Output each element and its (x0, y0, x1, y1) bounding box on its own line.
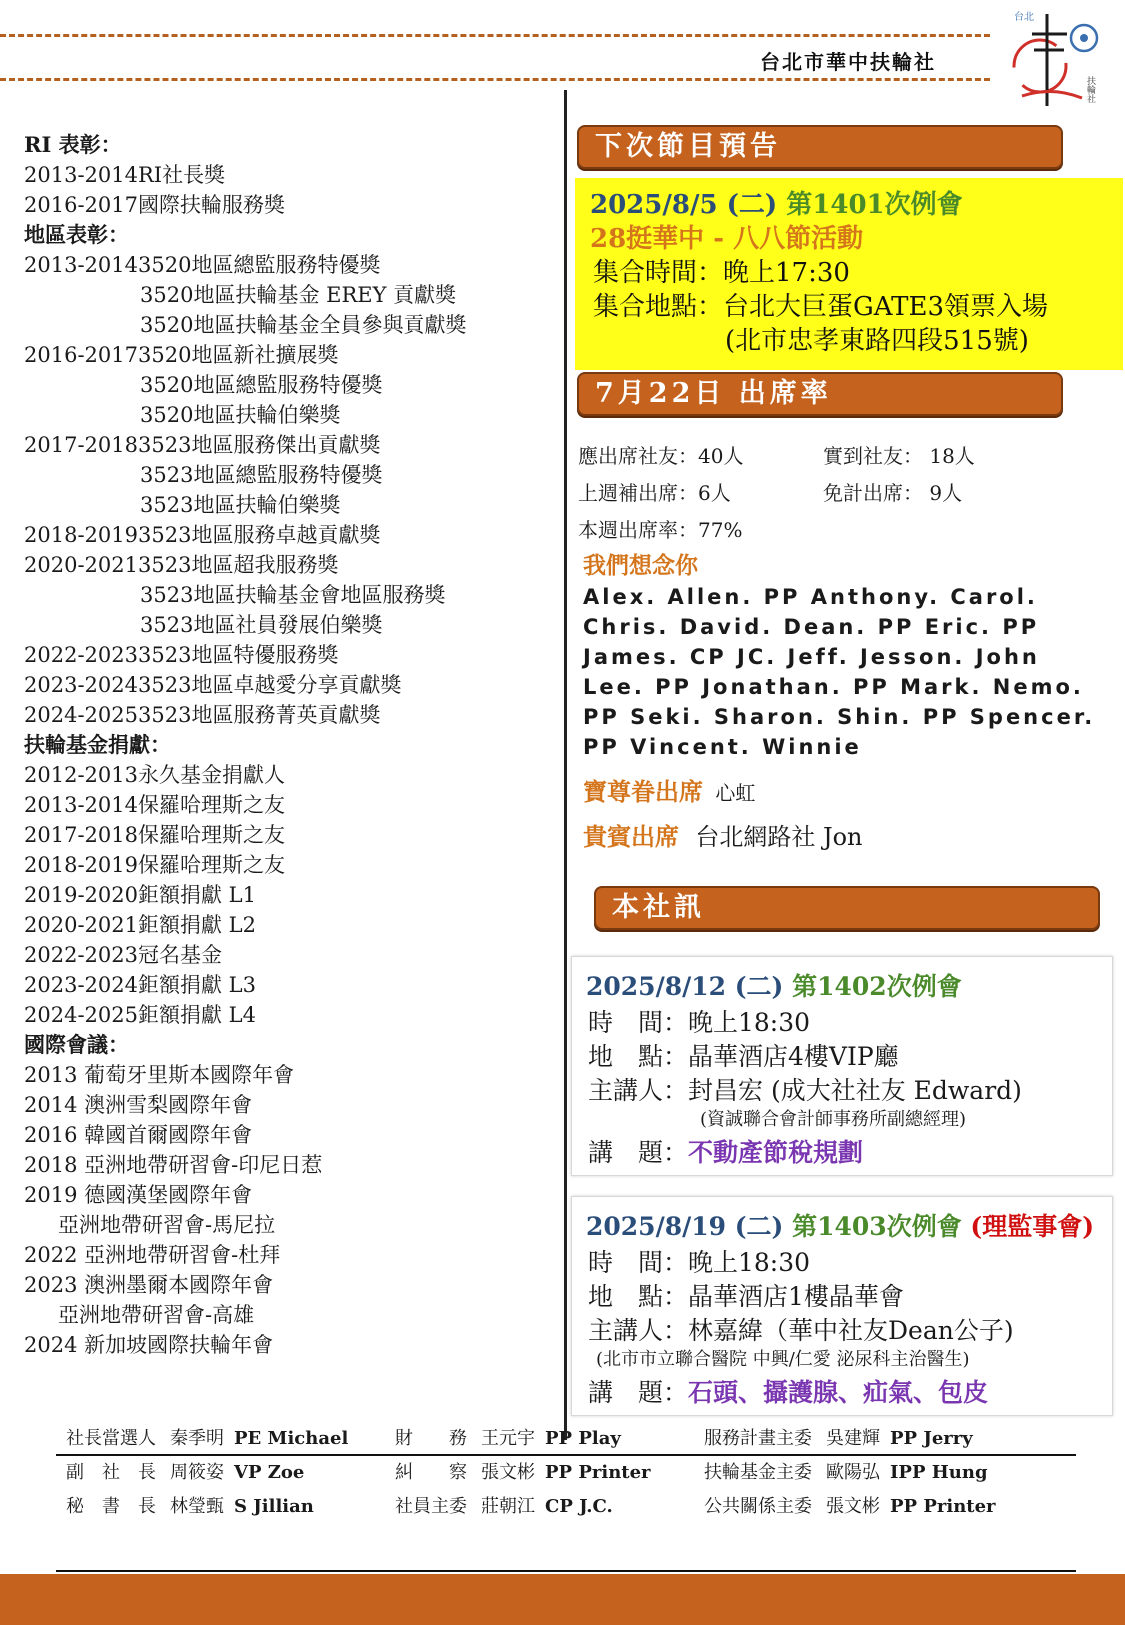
officer-english-name: PP Printer (545, 1462, 651, 1483)
officer-role: 社員主委 (395, 1496, 467, 1517)
officer-name: 周筱姿 (170, 1462, 224, 1483)
award-item (24, 790, 554, 820)
guest-value: 台北網路社 Jon (695, 823, 863, 851)
award-text: 3523地區卓越愛分享貢獻獎 (138, 673, 402, 697)
award-item: 2014 澳洲雪梨國際年會 (24, 1093, 253, 1117)
guest-label: 貴賓出席 (583, 822, 679, 851)
award-item: 2013 葡萄牙里斯本國際年會 (24, 1063, 295, 1087)
award-text: 3520地區總監服務特優獎 (138, 253, 381, 277)
officer-name: 王元宇 (481, 1428, 535, 1449)
officer-role: 公共關係主委 (704, 1496, 812, 1517)
award-year: 2017-2018 (24, 433, 138, 457)
award-text: 保羅哈理斯之友 (138, 823, 285, 847)
meeting-1403-title: 第1403次例會 (792, 1212, 962, 1241)
award-item (24, 670, 554, 700)
award-year: 2020-2021 (24, 553, 138, 577)
officer-role: 副 社 長 (66, 1462, 156, 1483)
award-item: 3523地區社員發展伯樂獎 (140, 613, 383, 637)
meeting-1402-speaker-note: (資誠聯合會計師事務所副總經理) (700, 1109, 967, 1130)
officer-english-name: PE Michael (234, 1428, 349, 1449)
award-section-heading: RI 表彰： (24, 132, 122, 157)
award-item: 亞洲地帶研習會-高雄 (58, 1303, 255, 1327)
award-text: 3523地區特優服務獎 (138, 643, 339, 667)
award-year: 2016-2017 (24, 193, 138, 217)
exempt-attend: 免計出席： 9人 (823, 481, 963, 505)
award-text: 保羅哈理斯之友 (138, 853, 285, 877)
award-section-heading: 扶輪基金捐獻： (24, 732, 171, 757)
award-text: 保羅哈理斯之友 (138, 793, 285, 817)
meeting-1403-speaker: 主講人：林嘉緯（華中社友Dean公子) (588, 1316, 1014, 1345)
award-text: 鉅額捐獻 L2 (138, 913, 256, 937)
award-item (24, 550, 554, 580)
officer-english-name: IPP Hung (890, 1462, 988, 1483)
club-news-banner (594, 886, 1100, 930)
miss-you-names: Alex. Allen. PP Anthony. Carol. Chris. David. Dean. PP Eric. PP James. CP JC. Jeff. Jesson. John Lee. PP Jonathan. PP Mark. Nemo. PP Seki. Sharon. Shin. PP Spencer. PP Vincent. Winnie (583, 585, 1096, 759)
officer-role: 秘 書 長 (66, 1496, 156, 1517)
award-item: 3523地區扶輪基金會地區服務獎 (140, 583, 446, 607)
meeting-1402-card (571, 956, 1113, 1176)
meeting-1403-topic: 石頭、攝護腺、疝氣、包皮 (688, 1378, 989, 1407)
award-item: 3520地區扶輪伯樂獎 (140, 403, 341, 427)
award-item: 亞洲地帶研習會-馬尼拉 (58, 1213, 276, 1237)
officer-entry (66, 1492, 314, 1518)
officer-role: 社長當選人 (66, 1428, 156, 1449)
officer-entry (704, 1424, 973, 1450)
officer-entry (704, 1458, 988, 1484)
meeting-1403-tag: (理監事會) (970, 1212, 1095, 1241)
award-year: 2020-2021 (24, 913, 138, 937)
awards-list (24, 130, 554, 1360)
award-item: 3523地區扶輪伯樂獎 (140, 493, 341, 517)
officer-name: 林瑩甄 (170, 1496, 224, 1517)
header-dashed-line-top (0, 34, 990, 37)
award-section-heading: 地區表彰： (24, 222, 129, 247)
award-item (24, 190, 554, 220)
award-item (24, 760, 554, 790)
award-year: 2018-2019 (24, 523, 138, 547)
club-news-title: 本社訊 (612, 892, 705, 923)
officer-name: 歐陽弘 (826, 1462, 880, 1483)
award-year: 2013-2014 (24, 793, 138, 817)
meeting-1403-time: 時 間：晚上18:30 (588, 1248, 811, 1277)
meeting-1402-date: 2025/8/12 (二) (586, 972, 784, 1001)
column-divider (564, 90, 567, 1440)
next-program-event: 28挺華中 - 八八節活動 (590, 224, 864, 254)
award-item: 3520地區扶輪基金全員參與貢獻獎 (140, 313, 467, 337)
award-year: 2019-2020 (24, 883, 138, 907)
makeup-attend: 上週補出席：6人 (578, 481, 731, 505)
award-section-heading: 國際會議： (24, 1032, 129, 1057)
spouse-value: 心虹 (715, 781, 756, 805)
meeting-1402-place: 地 點：晶華酒店4樓VIP廳 (588, 1042, 899, 1071)
meeting-1403-topic-label: 講 題： (588, 1378, 689, 1407)
next-program-place: 集合地點：台北大巨蛋GATE3領票入場 (593, 292, 1048, 322)
actual-attend: 實到社友： 18人 (823, 444, 975, 468)
club-logo (1012, 6, 1112, 114)
meeting-1403-speaker-note: (北市市立聯合醫院 中興/仁愛 泌尿科主治醫生) (596, 1349, 970, 1370)
attendance-rate: 本週出席率：77% (578, 518, 743, 542)
award-text: 3523地區服務菁英貢獻獎 (138, 703, 381, 727)
award-item (24, 820, 554, 850)
award-item (24, 700, 554, 730)
award-item: 3523地區總監服務特優獎 (140, 463, 383, 487)
award-item (24, 340, 554, 370)
award-text: 3523地區服務卓越貢獻獎 (138, 523, 381, 547)
award-year: 2013-2014 (24, 253, 138, 277)
award-item (24, 940, 554, 970)
officer-english-name: PP Play (545, 1428, 621, 1449)
award-text: 3523地區超我服務獎 (138, 553, 339, 577)
club-name: 台北市華中扶輪社 (760, 50, 936, 74)
award-year: 2016-2017 (24, 343, 138, 367)
award-item: 2023 澳洲墨爾本國際年會 (24, 1273, 274, 1297)
officer-name: 張文彬 (481, 1462, 535, 1483)
officer-name: 張文彬 (826, 1496, 880, 1517)
officer-name: 莊朝江 (481, 1496, 535, 1517)
award-item (24, 640, 554, 670)
award-text: 國際扶輪服務獎 (138, 193, 285, 217)
award-item: 2024 新加坡國際扶輪年會 (24, 1333, 274, 1357)
next-program-meeting: 第1401次例會 (786, 190, 963, 220)
award-item (24, 520, 554, 550)
meeting-1402-title: 第1402次例會 (792, 972, 962, 1001)
officer-entry (395, 1424, 621, 1450)
award-year: 2022-2023 (24, 643, 138, 667)
award-text: 冠名基金 (138, 943, 222, 967)
award-item (24, 910, 554, 940)
miss-you-title: 我們想念你 (583, 552, 698, 579)
award-text: 鉅額捐獻 L3 (138, 973, 256, 997)
award-text: 永久基金捐獻人 (138, 763, 285, 787)
next-program-title: 下次節目預告 (595, 131, 781, 162)
officer-role: 糾 察 (395, 1462, 467, 1483)
award-item: 2016 韓國首爾國際年會 (24, 1123, 253, 1147)
officer-english-name: PP Jerry (890, 1428, 973, 1449)
award-text: 鉅額捐獻 L4 (138, 1003, 256, 1027)
award-item: 3520地區總監服務特優獎 (140, 373, 383, 397)
officer-name: 吳建輝 (826, 1428, 880, 1449)
footer-line-top (56, 1454, 1076, 1456)
officer-entry (395, 1492, 613, 1518)
next-program-date: 2025/8/5 (二) (590, 190, 778, 220)
award-text: RI社長獎 (138, 163, 226, 187)
officer-english-name: PP Printer (890, 1496, 996, 1517)
logo-text-left: 台北 (1014, 12, 1034, 23)
award-text: 3523地區服務傑出貢獻獎 (138, 433, 381, 457)
next-program-address: (北市忠孝東路四段515號) (725, 326, 1029, 356)
award-year: 2024-2025 (24, 703, 138, 727)
award-item: 2022 亞洲地帶研習會-杜拜 (24, 1243, 281, 1267)
award-item: 2019 德國漢堡國際年會 (24, 1183, 253, 1207)
officer-entry (704, 1492, 996, 1518)
award-item (24, 970, 554, 1000)
award-year: 2017-2018 (24, 823, 138, 847)
officer-entry (66, 1458, 304, 1484)
attendance-title: 7月22日 出席率 (595, 378, 832, 409)
meeting-1403-date: 2025/8/19 (二) (586, 1212, 784, 1241)
officer-entry (395, 1458, 651, 1484)
meeting-1402-speaker: 主講人：封昌宏 (成大社社友 Edward) (588, 1076, 1022, 1105)
award-item (24, 430, 554, 460)
award-item: 3520地區扶輪基金 EREY 貢獻獎 (140, 283, 457, 307)
officer-english-name: VP Zoe (234, 1462, 305, 1483)
award-text: 鉅額捐獻 L1 (138, 883, 256, 907)
award-item (24, 850, 554, 880)
spouse-label: 寶尊眷出席 (583, 777, 703, 806)
award-text: 3520地區新社擴展獎 (138, 343, 339, 367)
next-program-banner (577, 125, 1063, 169)
award-item (24, 1000, 554, 1030)
meeting-1402-time: 時 間：晚上18:30 (588, 1008, 811, 1037)
award-year: 2023-2024 (24, 673, 138, 697)
meeting-1402-topic: 不動產節稅規劃 (688, 1138, 864, 1167)
next-program-box (575, 178, 1123, 370)
officer-role: 財 務 (395, 1428, 467, 1449)
officer-role: 服務計畫主委 (704, 1428, 812, 1449)
award-year: 2022-2023 (24, 943, 138, 967)
footer-line-bottom (56, 1570, 1076, 1572)
award-year: 2023-2024 (24, 973, 138, 997)
meeting-1403-card (571, 1196, 1113, 1416)
footer-bar (0, 1574, 1125, 1625)
award-year: 2012-2013 (24, 763, 138, 787)
award-item: 2018 亞洲地帶研習會-印尼日惹 (24, 1153, 323, 1177)
header-dashed-line-bottom (0, 78, 990, 81)
award-item (24, 880, 554, 910)
award-item (24, 160, 554, 190)
attendance-banner (577, 372, 1063, 416)
officer-role: 扶輪基金主委 (704, 1462, 812, 1483)
officer-english-name: CP J.C. (545, 1496, 613, 1517)
meeting-1403-place: 地 點：晶華酒店1樓晶華會 (588, 1282, 904, 1311)
meeting-1402-topic-label: 講 題： (588, 1138, 689, 1167)
officer-english-name: S Jillian (234, 1496, 314, 1517)
officer-entry (66, 1424, 348, 1450)
logo-text-right: 扶輪社 (1085, 76, 1095, 103)
award-year: 2024-2025 (24, 1003, 138, 1027)
award-year: 2018-2019 (24, 853, 138, 877)
award-year: 2013-2014 (24, 163, 138, 187)
award-item (24, 250, 554, 280)
should-attend: 應出席社友：40人 (578, 444, 744, 468)
officer-name: 秦季明 (170, 1428, 224, 1449)
next-program-time: 集合時間：晚上17:30 (593, 258, 850, 288)
